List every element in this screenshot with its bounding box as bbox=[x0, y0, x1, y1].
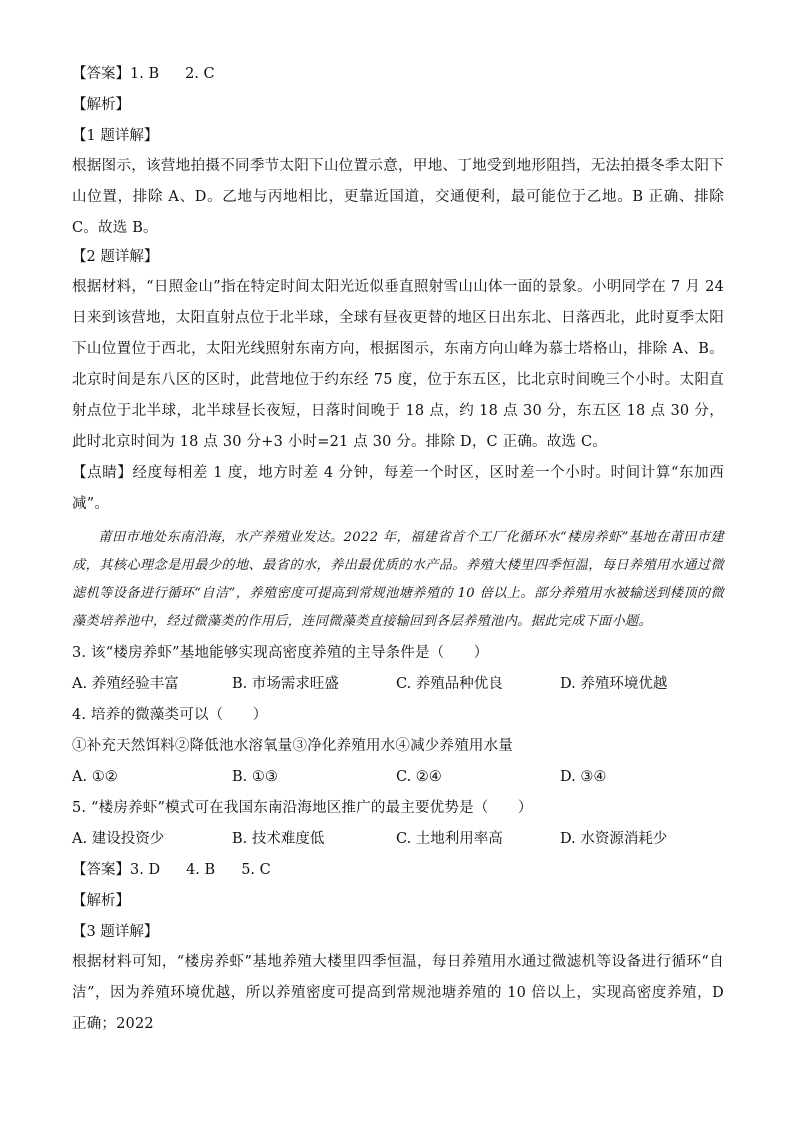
q4-option-c: C. ②④ bbox=[396, 769, 442, 785]
tip-line bbox=[72, 458, 724, 520]
material-passage: 莆田市地处东南沿海，水产养殖业发达。2022 年，福建省首个工厂化循环水“楼房养虾”基地在莆田市建成，其核心理念是用最少的地、最省的水，养出最优质的水产品。养殖大楼里四季恒温，每日养殖用水通过微滤机等设备进行循环“自洁”，养殖密度可提高到常规池塘养殖的 10 倍以上。部分养殖用水被输送到楼顶的微藻类培养池中，经过微藻类的作用后，连同微藻类直接输回到各层养殖池内。据此完成下面小题。 bbox=[72, 530, 724, 629]
analysis-tag-2: 【解析】 bbox=[72, 893, 130, 909]
question-3-options bbox=[72, 669, 724, 700]
q3-detail-text: 根据材料可知，“楼房养虾”基地养殖大楼里四季恒温，每日养殖用水通过微滤机等设备进行循环“自洁”，因为养殖环境优越，所以养殖密度可提高到常规池塘养殖的 10 倍以上，实现高密度养殖，D 正确；2022 bbox=[72, 954, 724, 1032]
q3-detail-tag: 【3 题详解】 bbox=[72, 924, 159, 940]
q5-option-a: A. 建设投资少 bbox=[72, 831, 165, 847]
answer-line-1 bbox=[72, 63, 724, 85]
q3-option-c: C. 养殖品种优良 bbox=[396, 676, 503, 692]
tip-text: 经度每相差 1 度，地方时差 4 分钟，每差一个时区，区时差一个小时。时间计算“东加西减”。 bbox=[72, 465, 724, 512]
answer-2: 2. C bbox=[185, 66, 215, 82]
question-4-sub: ①补充天然饵料②降低池水溶氧量③净化养殖用水④减少养殖用水量 bbox=[72, 738, 513, 754]
q5-option-b: B. 技术难度低 bbox=[232, 831, 325, 847]
q4-option-a: A. ①② bbox=[72, 769, 118, 785]
q3-option-b: B. 市场需求旺盛 bbox=[232, 676, 339, 692]
answer-4: 4. B bbox=[186, 862, 216, 878]
q1-detail-tag: 【1 题详解】 bbox=[72, 128, 159, 144]
q3-option-a: A. 养殖经验丰富 bbox=[72, 676, 179, 692]
answer-line-2 bbox=[72, 859, 724, 881]
q1-detail-text: 根据图示，该营地拍摄不同季节太阳下山位置示意，甲地、丁地受到地形阻挡，无法拍摄冬季太阳下山位置，排除 A、D。乙地与丙地相比，更靠近国道，交通便利，最可能位于乙地。B 正确、排除 C。故选 B。 bbox=[72, 158, 724, 236]
answer-5: 5. C bbox=[241, 862, 271, 878]
tip-tag: 【点睛】 bbox=[72, 465, 133, 481]
q5-option-c: C. 土地利用率高 bbox=[396, 831, 503, 847]
answer-tag-2: 【答案】 bbox=[72, 862, 130, 878]
q4-option-d: D. ③④ bbox=[560, 769, 607, 785]
answer-3: 3. D bbox=[130, 862, 161, 878]
answer-1: 1. B bbox=[130, 66, 160, 82]
q2-detail-tag: 【2 题详解】 bbox=[72, 249, 159, 265]
question-3-stem: 3. 该“楼房养虾”基地能够实现高密度养殖的主导条件是（ ） bbox=[72, 645, 489, 661]
q4-option-b: B. ①③ bbox=[232, 769, 278, 785]
analysis-tag: 【解析】 bbox=[72, 97, 130, 113]
question-5-stem: 5. “楼房养虾”模式可在我国东南沿海地区推广的最主要优势是（ ） bbox=[72, 800, 533, 816]
document-page bbox=[72, 63, 724, 1040]
question-5-options bbox=[72, 824, 724, 855]
q5-option-d: D. 水资源消耗少 bbox=[560, 831, 668, 847]
question-4-options bbox=[72, 762, 724, 793]
answer-tag: 【答案】 bbox=[72, 66, 130, 82]
q2-detail-text: 根据材料，“日照金山”指在特定时间太阳光近似垂直照射雪山山体一面的景象。小明同学在 7 月 24 日来到该营地，太阳直射点位于北半球，全球有昼夜更替的地区日出东北、日落西北，此时夏季太阳下山位置位于西北，太阳光线照射东南方向，根据图示，东南方向山峰为慕士塔格山，排除 A、B。北京时间是东八区的区时，此营地位于约东经 75 度，位于东五区，比北京时间晚三个小时。太阳直射点位于北半球，北半球昼长夜短，日落时间晚于 18 点，约 18 点 30 分，东五区 18 点 30 分，此时北京时间为 18 点 30 分+3 小时=21 点 30 分。排除 D，C 正确。故选 C。 bbox=[72, 279, 724, 450]
q3-option-d: D. 养殖环境优越 bbox=[560, 676, 668, 692]
question-4-stem: 4. 培养的微藻类可以（ ） bbox=[72, 707, 268, 723]
